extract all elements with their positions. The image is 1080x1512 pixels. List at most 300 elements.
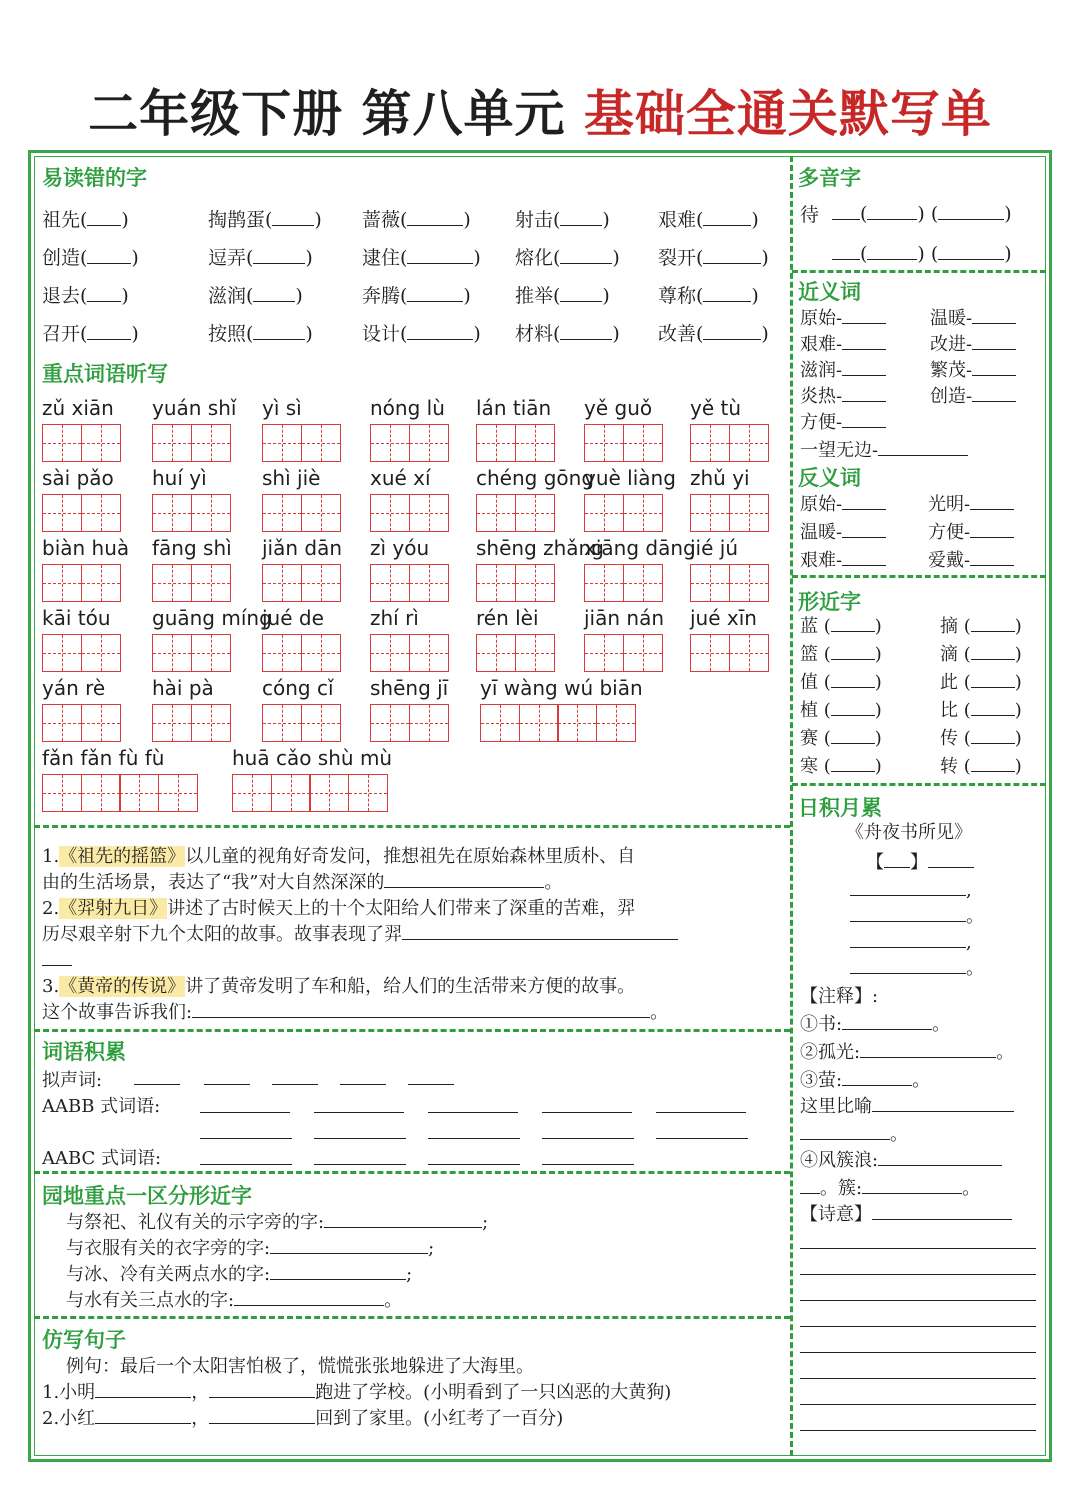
- tianzige-cell[interactable]: [81, 564, 121, 602]
- answer-blank[interactable]: [800, 1248, 1036, 1249]
- jinyi-item: 炎热-: [800, 382, 886, 408]
- poem-line-2: 。: [850, 902, 984, 928]
- pinyin-label: kāi tóu: [42, 606, 111, 630]
- answer-blank[interactable]: [209, 1404, 315, 1424]
- answer-blank[interactable]: [850, 954, 966, 974]
- answer-blank[interactable]: [842, 330, 886, 350]
- section-heading-xingjin: 形近字: [798, 590, 861, 614]
- pinyin-label: jiǎn dān: [262, 536, 343, 560]
- tianzige-cell[interactable]: [409, 494, 449, 532]
- yuandi-line: 与水有关三点水的字: 。: [66, 1286, 402, 1312]
- answer-blank[interactable]: [831, 640, 875, 660]
- answer-blank[interactable]: [703, 206, 751, 226]
- tianzige-cell[interactable]: [476, 424, 516, 462]
- divider: [34, 1029, 790, 1032]
- divider: [792, 783, 1046, 786]
- tianzige-cell[interactable]: [262, 564, 302, 602]
- answer-blank[interactable]: [970, 518, 1014, 538]
- answer-blank[interactable]: [850, 928, 966, 948]
- tianzige-cell[interactable]: [191, 704, 231, 742]
- tianzige-cell[interactable]: [476, 564, 516, 602]
- answer-blank[interactable]: [407, 320, 473, 340]
- xingjin-item: 比 ( ): [940, 696, 1022, 722]
- answer-blank[interactable]: [842, 408, 886, 428]
- pinyin-label: yì sì: [262, 396, 302, 420]
- tianzige-boxes[interactable]: [152, 634, 229, 672]
- answer-blank[interactable]: [428, 1138, 520, 1139]
- tianzige-cell[interactable]: [690, 564, 730, 602]
- tianzige-cell[interactable]: [42, 634, 82, 672]
- answer-blank[interactable]: [972, 356, 1016, 376]
- answer-blank[interactable]: [842, 1066, 912, 1086]
- tianzige-cell[interactable]: [301, 564, 341, 602]
- section-heading-tingxie: 重点词语听写: [42, 362, 168, 386]
- answer-blank[interactable]: [324, 1208, 482, 1228]
- poem-line-1: ,: [850, 876, 972, 901]
- pinyin-label: zhǔ yi: [690, 466, 750, 490]
- tianzige-cell[interactable]: [119, 774, 159, 812]
- answer-blank[interactable]: [971, 640, 1015, 660]
- jinyi-item: 温暖-: [930, 304, 1016, 330]
- answer-blank[interactable]: [850, 902, 966, 922]
- tianzige-cell[interactable]: [301, 634, 341, 672]
- answer-blank[interactable]: [42, 965, 72, 966]
- yuandi-line: 与冰、冷有关两点水的字: ;: [66, 1260, 412, 1286]
- answer-blank[interactable]: [800, 1174, 820, 1194]
- tianzige-cell[interactable]: [42, 704, 82, 742]
- pinyin-label: fǎn fǎn fù fù: [42, 746, 165, 770]
- answer-blank[interactable]: [938, 200, 1004, 220]
- tianzige-boxes[interactable]: [584, 634, 661, 672]
- poem-line-3: ,: [850, 928, 972, 953]
- answer-blank[interactable]: [200, 1138, 292, 1139]
- answer-blank[interactable]: [970, 546, 1014, 566]
- tianzige-boxes[interactable]: [690, 564, 767, 602]
- tianzige-boxes[interactable]: [262, 424, 339, 462]
- answer-blank[interactable]: [200, 1164, 292, 1165]
- tianzige-cell[interactable]: [584, 424, 624, 462]
- tianzige-cell[interactable]: [690, 494, 730, 532]
- fanyi-item: 方便-: [928, 518, 1014, 544]
- answer-blank[interactable]: [971, 612, 1015, 632]
- pinyin-label: sài pǎo: [42, 466, 114, 490]
- answer-blank[interactable]: [860, 1038, 996, 1058]
- tianzige-cell[interactable]: [515, 424, 555, 462]
- tianzige-cell[interactable]: [152, 564, 192, 602]
- tianzige-cell[interactable]: [348, 774, 388, 812]
- yidu-item: 逗弄( ): [208, 243, 313, 270]
- jinyi-item: 改进-: [930, 330, 1016, 356]
- tianzige-cell[interactable]: [262, 634, 302, 672]
- tianzige-cell[interactable]: [262, 424, 302, 462]
- tianzige-boxes[interactable]: [42, 494, 119, 532]
- answer-blank[interactable]: [842, 546, 886, 566]
- answer-blank[interactable]: [560, 282, 602, 302]
- answer-blank[interactable]: [972, 304, 1016, 324]
- answer-blank[interactable]: [407, 282, 463, 302]
- yidu-item: 射击( ): [515, 205, 610, 232]
- answer-blank[interactable]: [134, 1084, 180, 1085]
- duoyin-line-2: ( ) ( ): [832, 240, 1012, 265]
- section-heading-jilei: 词语积累: [42, 1040, 126, 1064]
- answer-blank[interactable]: [703, 244, 761, 264]
- tianzige-boxes[interactable]: [476, 634, 553, 672]
- tianzige-boxes[interactable]: [370, 494, 447, 532]
- tianzige-cell[interactable]: [623, 634, 663, 672]
- answer-blank[interactable]: [428, 1164, 520, 1165]
- tianzige-boxes[interactable]: [476, 424, 553, 462]
- answer-blank[interactable]: [270, 1234, 428, 1254]
- pinyin-label: jué xīn: [690, 606, 757, 630]
- answer-blank[interactable]: [971, 724, 1015, 744]
- answer-blank[interactable]: [204, 1084, 250, 1085]
- duoyin-line-1: ( ) ( ): [832, 200, 1012, 225]
- tianzige-boxes[interactable]: [370, 704, 447, 742]
- answer-blank[interactable]: [95, 1404, 191, 1424]
- tianzige-boxes[interactable]: [370, 634, 447, 672]
- answer-blank[interactable]: [314, 1112, 404, 1113]
- tianzige-boxes[interactable]: [584, 424, 661, 462]
- tianzige-cell[interactable]: [370, 494, 410, 532]
- tianzige-cell[interactable]: [515, 564, 555, 602]
- answer-blank[interactable]: [560, 244, 612, 264]
- tianzige-boxes[interactable]: [42, 634, 119, 672]
- tianzige-cell[interactable]: [370, 634, 410, 672]
- answer-blank[interactable]: [560, 206, 602, 226]
- tianzige-boxes[interactable]: [42, 564, 119, 602]
- pinyin-label: shì jiè: [262, 466, 321, 490]
- pinyin-label: shēng jī: [370, 676, 449, 700]
- tianzige-boxes[interactable]: [152, 494, 229, 532]
- answer-blank[interactable]: [270, 1260, 406, 1280]
- tianzige-cell[interactable]: [729, 424, 769, 462]
- answer-blank[interactable]: [200, 1112, 290, 1113]
- answer-blank[interactable]: [842, 304, 886, 324]
- nisheng-label: 拟声词:: [42, 1070, 103, 1091]
- answer-blank[interactable]: [971, 696, 1015, 716]
- pinyin-label: lán tiān: [476, 396, 552, 420]
- tianzige-cell[interactable]: [191, 494, 231, 532]
- yidu-item: 掏鹊蛋( ): [208, 205, 322, 232]
- answer-blank[interactable]: [800, 1404, 1036, 1405]
- xingjin-item: 篮 ( ): [800, 640, 882, 666]
- answer-blank[interactable]: [831, 668, 875, 688]
- tianzige-cell[interactable]: [81, 634, 121, 672]
- divider: [34, 1171, 790, 1174]
- yidu-item: 创造( ): [42, 243, 139, 270]
- tianzige-cell[interactable]: [81, 774, 121, 812]
- answer-blank[interactable]: [656, 1138, 748, 1139]
- answer-blank[interactable]: [928, 848, 974, 868]
- answer-blank[interactable]: [87, 244, 131, 264]
- yidu-item: 裂开( ): [658, 243, 769, 270]
- pinyin-label: nóng lù: [370, 396, 445, 420]
- answer-blank[interactable]: [878, 1146, 1002, 1166]
- tianzige-cell[interactable]: [301, 424, 341, 462]
- tianzige-cell[interactable]: [623, 424, 663, 462]
- answer-blank[interactable]: [831, 752, 875, 772]
- tianzige-cell[interactable]: [42, 774, 82, 812]
- tianzige-cell[interactable]: [81, 494, 121, 532]
- answer-blank[interactable]: [831, 696, 875, 716]
- tianzige-cell[interactable]: [262, 494, 302, 532]
- pinyin-label: yán rè: [42, 676, 106, 700]
- tianzige-boxes[interactable]: [262, 634, 339, 672]
- pinyin-label: jué de: [262, 606, 324, 630]
- reading-line-4: 历尽艰辛射下九个太阳的故事。故事表现了羿: [42, 920, 678, 946]
- answer-blank[interactable]: [878, 436, 968, 456]
- jinyi-item: 方便-: [800, 408, 886, 434]
- answer-blank[interactable]: [408, 1084, 454, 1085]
- yuandi-line: 与祭祀、礼仪有关的示字旁的字: ;: [66, 1208, 488, 1234]
- tianzige-cell[interactable]: [191, 424, 231, 462]
- tianzige-cell[interactable]: [729, 634, 769, 672]
- tianzige-cell[interactable]: [515, 494, 555, 532]
- fanyi-item: 艰难-: [800, 546, 886, 572]
- tianzige-cell[interactable]: [409, 424, 449, 462]
- tianzige-boxes[interactable]: [370, 564, 447, 602]
- tianzige-boxes[interactable]: [690, 634, 767, 672]
- answer-blank[interactable]: [253, 282, 295, 302]
- pinyin-label: cóng cǐ: [262, 676, 334, 700]
- tianzige-cell[interactable]: [42, 494, 82, 532]
- answer-blank[interactable]: [800, 1274, 1036, 1275]
- answer-blank[interactable]: [407, 206, 463, 226]
- tianzige-cell[interactable]: [42, 424, 82, 462]
- tianzige-boxes[interactable]: [370, 424, 447, 462]
- answer-blank[interactable]: [340, 1084, 386, 1085]
- tianzige-cell[interactable]: [301, 704, 341, 742]
- pinyin-label: zǔ xiān: [42, 396, 114, 420]
- tianzige-cell[interactable]: [690, 424, 730, 462]
- tianzige-cell[interactable]: [584, 634, 624, 672]
- answer-blank[interactable]: [831, 612, 875, 632]
- tianzige-boxes[interactable]: [584, 494, 661, 532]
- answer-blank[interactable]: [972, 382, 1016, 402]
- yidu-item: 奔腾( ): [362, 281, 471, 308]
- note-3c: 。: [800, 1120, 908, 1146]
- answer-blank[interactable]: [542, 1164, 634, 1165]
- jinyi-item: 原始-: [800, 304, 886, 330]
- tianzige-cell[interactable]: [557, 704, 597, 742]
- tianzige-cell[interactable]: [729, 494, 769, 532]
- tianzige-cell[interactable]: [301, 494, 341, 532]
- pinyin-label: biàn huà: [42, 536, 130, 560]
- answer-blank[interactable]: [970, 490, 1014, 510]
- tianzige-cell[interactable]: [271, 774, 311, 812]
- tianzige-cell[interactable]: [519, 704, 559, 742]
- answer-blank[interactable]: [87, 320, 131, 340]
- answer-blank[interactable]: [192, 998, 650, 1018]
- answer-blank[interactable]: [800, 1352, 1036, 1353]
- answer-blank[interactable]: [407, 244, 473, 264]
- answer-blank[interactable]: [872, 1200, 1012, 1220]
- answer-blank[interactable]: [842, 518, 886, 538]
- answer-blank[interactable]: [867, 200, 917, 220]
- tianzige-cell[interactable]: [152, 424, 192, 462]
- answer-blank[interactable]: [703, 282, 751, 302]
- divider: [792, 575, 1046, 578]
- answer-blank[interactable]: [656, 1112, 746, 1113]
- tianzige-cell[interactable]: [191, 634, 231, 672]
- jinyi-item: 滋润-: [800, 356, 886, 382]
- tianzige-cell[interactable]: [409, 704, 449, 742]
- fanyi-item: 光明-: [928, 490, 1014, 516]
- answer-blank[interactable]: [800, 1430, 1036, 1431]
- answer-blank[interactable]: [884, 848, 910, 868]
- tianzige-cell[interactable]: [191, 564, 231, 602]
- tianzige-cell[interactable]: [729, 564, 769, 602]
- tianzige-boxes[interactable]: [42, 424, 119, 462]
- tianzige-boxes[interactable]: [476, 564, 553, 602]
- tianzige-cell[interactable]: [152, 704, 192, 742]
- answer-blank[interactable]: [402, 920, 678, 940]
- answer-blank[interactable]: [253, 320, 305, 340]
- tianzige-cell[interactable]: [42, 564, 82, 602]
- tianzige-cell[interactable]: [623, 564, 663, 602]
- tianzige-boxes[interactable]: [476, 494, 553, 532]
- answer-blank[interactable]: [971, 752, 1015, 772]
- answer-blank[interactable]: [867, 240, 917, 260]
- jinyi-item: 艰难-: [800, 330, 886, 356]
- yidu-item: 逮住( ): [362, 243, 481, 270]
- tianzige-boxes[interactable]: [584, 564, 661, 602]
- answer-blank[interactable]: [703, 320, 761, 340]
- tianzige-cell[interactable]: [690, 634, 730, 672]
- fangxie-line-1: 1.小明 ， 跑进了学校。(小明看到了一只凶恶的大黄狗): [42, 1378, 671, 1404]
- answer-blank[interactable]: [872, 1092, 1014, 1112]
- tianzige-cell[interactable]: [476, 634, 516, 672]
- xingjin-item: 蓝 ( ): [800, 612, 882, 638]
- tianzige-boxes[interactable]: [262, 564, 339, 602]
- reading-line-3: 2.《羿射九日》讲述了古时候天上的十个太阳给人们带来了深重的苦难，羿: [42, 898, 636, 919]
- tianzige-boxes[interactable]: [42, 774, 196, 812]
- answer-blank[interactable]: [314, 1138, 406, 1139]
- tianzige-cell[interactable]: [370, 564, 410, 602]
- answer-blank[interactable]: [938, 240, 1004, 260]
- pinyin-label: yě tù: [690, 396, 742, 420]
- pinyin-label: zhí rì: [370, 606, 419, 630]
- yidu-item: 召开( ): [42, 319, 139, 346]
- tianzige-cell[interactable]: [584, 494, 624, 532]
- tianzige-cell[interactable]: [370, 424, 410, 462]
- yidu-item: 蔷薇( ): [362, 205, 471, 232]
- section-heading-jinyi: 近义词: [798, 280, 861, 304]
- yidu-item: 改善( ): [658, 319, 769, 346]
- tianzige-boxes[interactable]: [152, 424, 229, 462]
- pinyin-label: zì yóu: [370, 536, 430, 560]
- answer-blank[interactable]: [972, 330, 1016, 350]
- tianzige-cell[interactable]: [152, 634, 192, 672]
- xingjin-item: 传 ( ): [940, 724, 1022, 750]
- reading-line-2: 由的生活场景，表达了“我”对大自然深深的 。: [42, 868, 562, 894]
- answer-blank[interactable]: [87, 206, 121, 226]
- answer-blank[interactable]: [314, 1164, 406, 1165]
- answer-blank[interactable]: [850, 876, 966, 896]
- tianzige-cell[interactable]: [158, 774, 198, 812]
- tianzige-boxes[interactable]: [262, 704, 339, 742]
- pinyin-label: rén lèi: [476, 606, 539, 630]
- answer-blank[interactable]: [971, 668, 1015, 688]
- tianzige-cell[interactable]: [596, 704, 636, 742]
- tianzige-cell[interactable]: [262, 704, 302, 742]
- tianzige-cell[interactable]: [476, 494, 516, 532]
- tianzige-cell[interactable]: [152, 494, 192, 532]
- column-divider: [790, 156, 793, 1456]
- tianzige-boxes[interactable]: [262, 494, 339, 532]
- answer-blank[interactable]: [831, 724, 875, 744]
- answer-blank[interactable]: [209, 1378, 315, 1398]
- xingjin-item: 转 ( ): [940, 752, 1022, 778]
- tianzige-cell[interactable]: [81, 704, 121, 742]
- answer-blank[interactable]: [542, 1138, 634, 1139]
- duoyin-char: 待: [800, 204, 820, 226]
- tianzige-boxes[interactable]: [232, 774, 386, 812]
- aabb-label: AABB 式词语:: [42, 1096, 161, 1117]
- answer-blank[interactable]: [87, 282, 121, 302]
- tianzige-boxes[interactable]: [152, 704, 229, 742]
- tianzige-boxes[interactable]: [152, 564, 229, 602]
- yidu-item: 尊称( ): [658, 281, 759, 308]
- answer-blank[interactable]: [428, 1112, 518, 1113]
- answer-blank[interactable]: [842, 382, 886, 402]
- note-4: ④风簇浪:: [800, 1146, 1002, 1172]
- answer-blank[interactable]: [272, 206, 314, 226]
- fangxie-line-2: 2.小红 ， 回到了家里。(小红考了一百分): [42, 1404, 563, 1430]
- notes-heading: 【注释】:: [800, 986, 879, 1007]
- answer-blank[interactable]: [842, 1010, 932, 1030]
- answer-blank[interactable]: [560, 320, 612, 340]
- jinyi-item: 一望无边-: [800, 436, 968, 462]
- tianzige-cell[interactable]: [309, 774, 349, 812]
- poem-author-line: 【 】: [866, 848, 974, 874]
- answer-blank[interactable]: [800, 1120, 890, 1140]
- tianzige-cell[interactable]: [232, 774, 272, 812]
- answer-blank[interactable]: [842, 490, 886, 510]
- answer-blank[interactable]: [800, 1378, 1036, 1379]
- jinyi-item: 繁茂-: [930, 356, 1016, 382]
- tianzige-boxes[interactable]: [690, 494, 767, 532]
- answer-blank[interactable]: [272, 1084, 318, 1085]
- page-title-red: 基础全通关默写单: [583, 85, 992, 143]
- answer-blank[interactable]: [234, 1286, 384, 1306]
- tianzige-cell[interactable]: [409, 634, 449, 672]
- pinyin-label: jié jú: [690, 536, 739, 560]
- tianzige-cell[interactable]: [623, 494, 663, 532]
- tianzige-cell[interactable]: [409, 564, 449, 602]
- tianzige-cell[interactable]: [515, 634, 555, 672]
- tianzige-cell[interactable]: [480, 704, 520, 742]
- answer-blank[interactable]: [384, 868, 544, 888]
- tianzige-cell[interactable]: [584, 564, 624, 602]
- answer-blank[interactable]: [842, 356, 886, 376]
- tianzige-boxes[interactable]: [690, 424, 767, 462]
- tianzige-cell[interactable]: [81, 424, 121, 462]
- tianzige-boxes[interactable]: [480, 704, 634, 742]
- section-heading-rijie: 日积月累: [798, 796, 882, 820]
- answer-blank[interactable]: [800, 1326, 1036, 1327]
- answer-blank[interactable]: [800, 1300, 1036, 1301]
- tianzige-boxes[interactable]: [42, 704, 119, 742]
- answer-blank[interactable]: [542, 1112, 632, 1113]
- aabc-label: AABC 式词语:: [42, 1148, 162, 1169]
- pinyin-label: yī wàng wú biān: [480, 676, 643, 700]
- tianzige-cell[interactable]: [370, 704, 410, 742]
- answer-blank[interactable]: [862, 1174, 962, 1194]
- answer-blank[interactable]: [253, 244, 305, 264]
- answer-blank[interactable]: [95, 1378, 191, 1398]
- pinyin-label: xiāng dāng: [584, 536, 696, 560]
